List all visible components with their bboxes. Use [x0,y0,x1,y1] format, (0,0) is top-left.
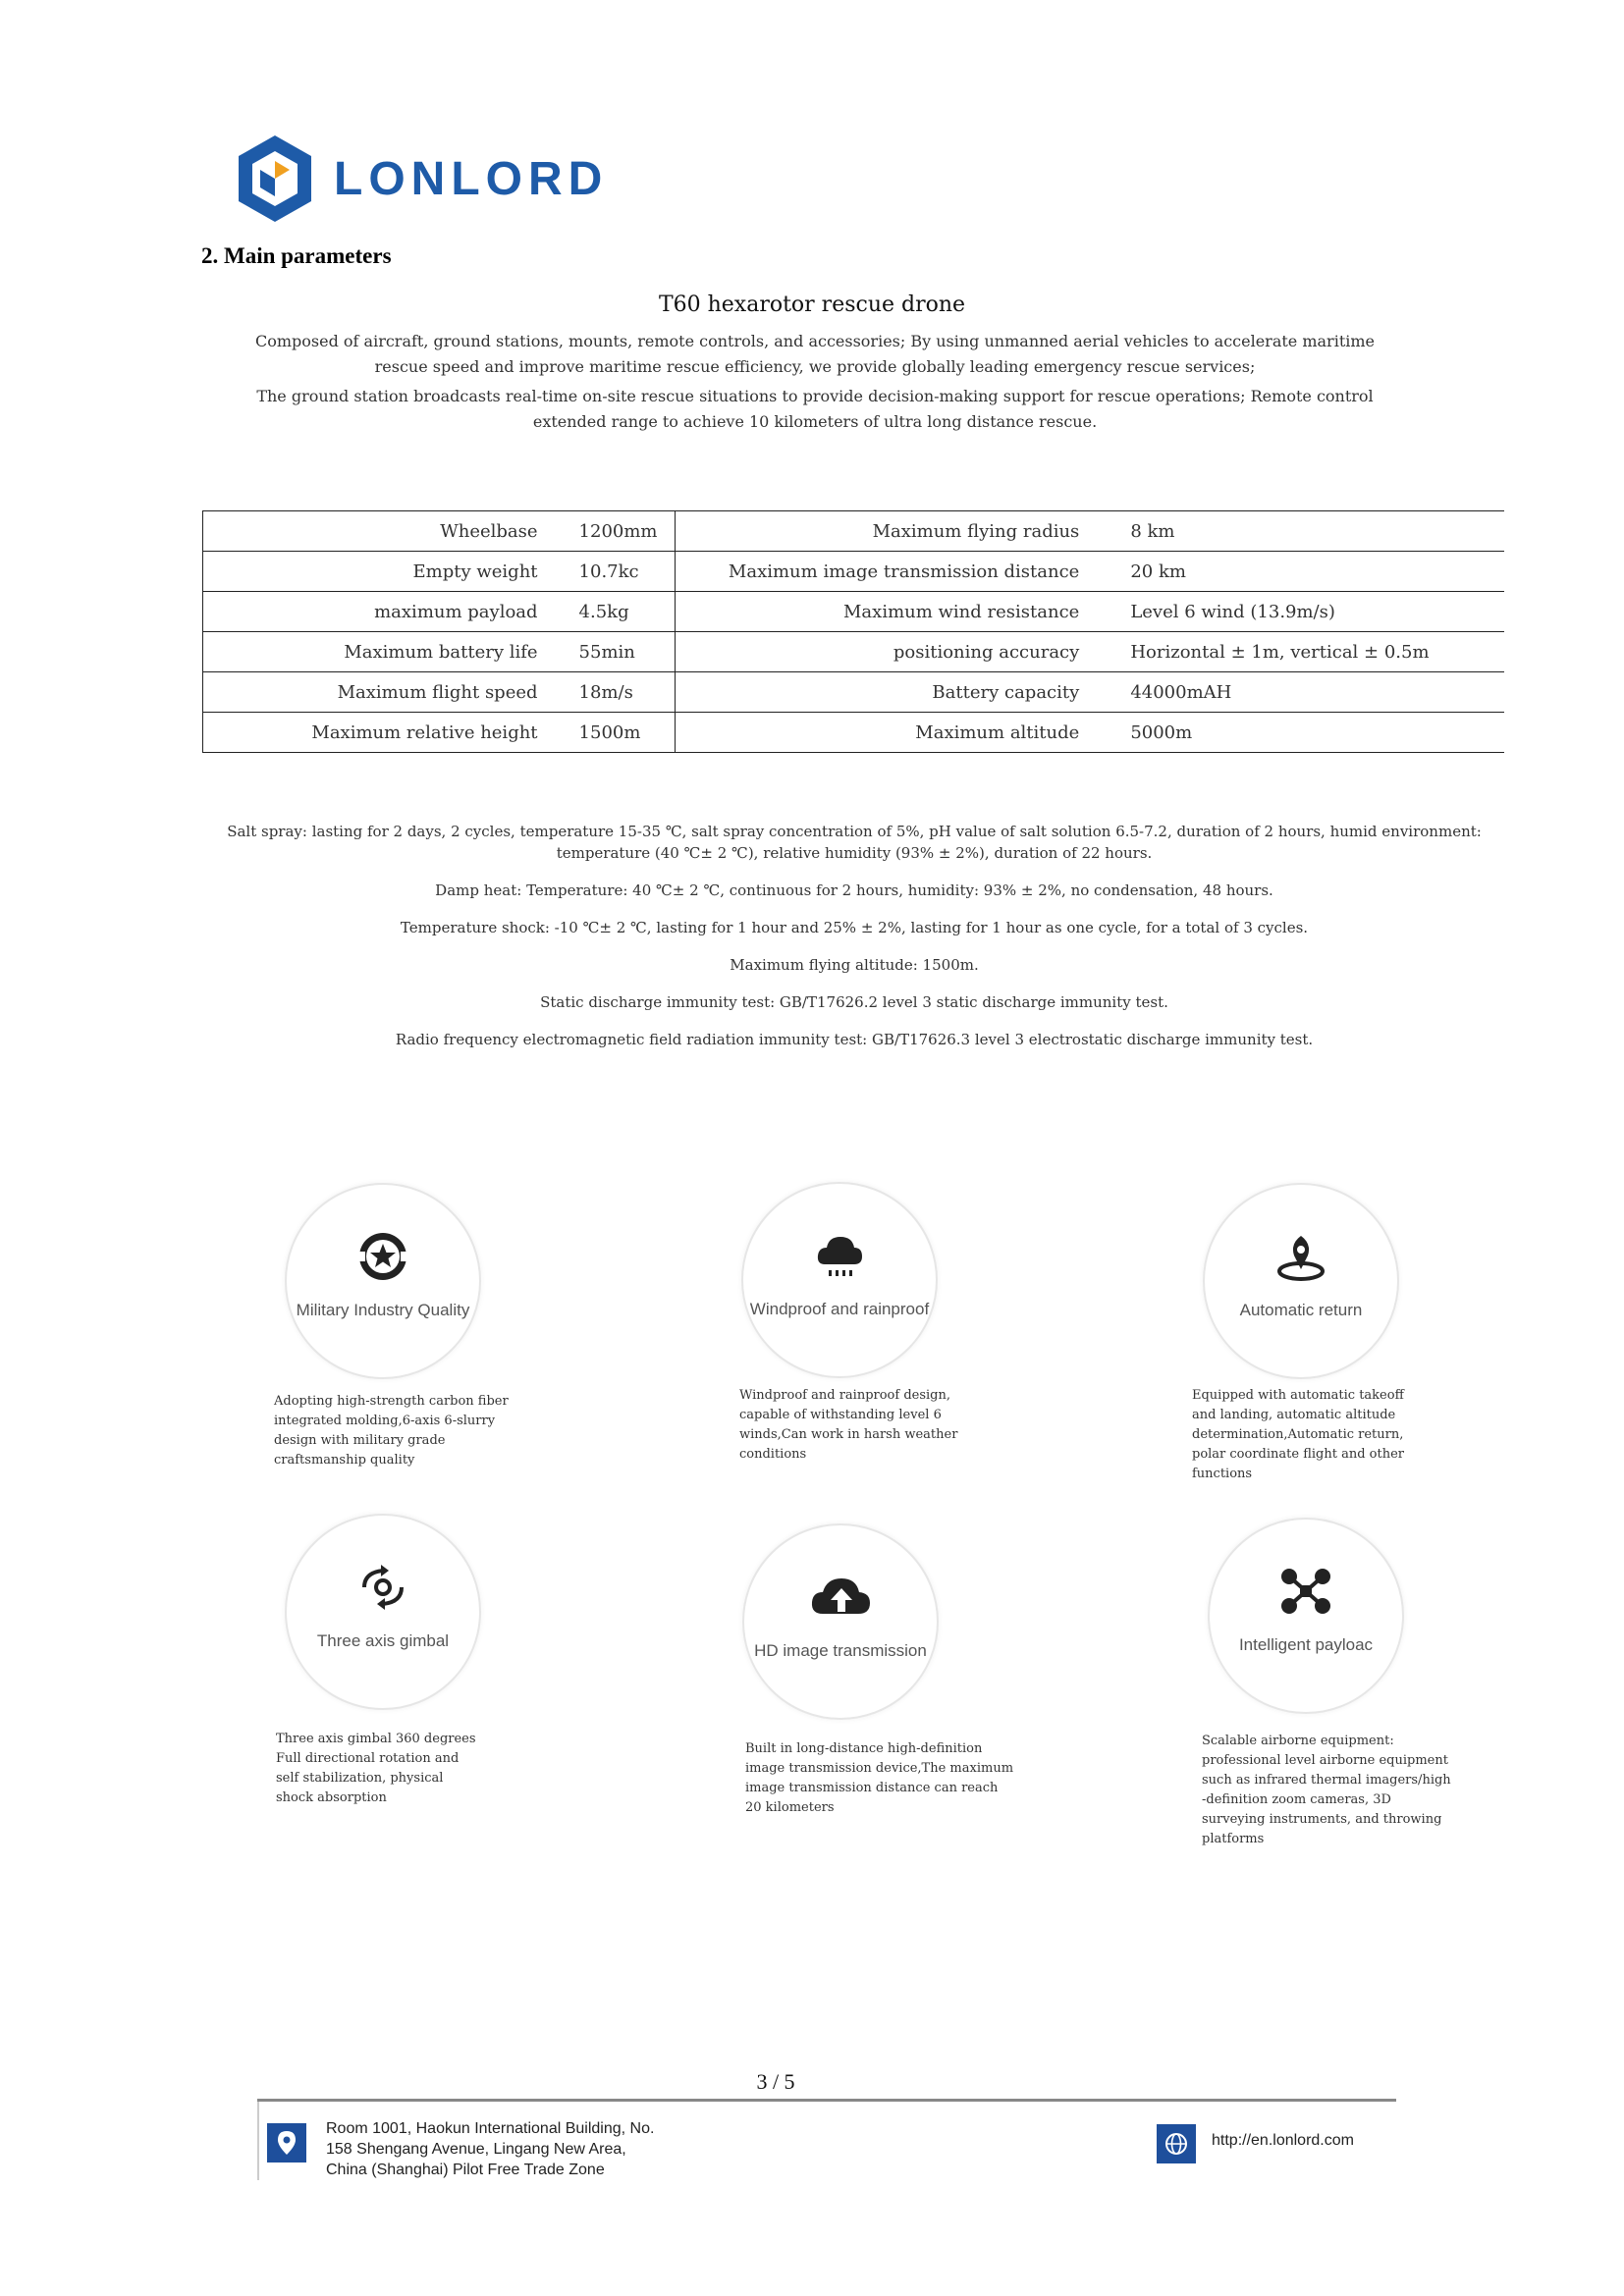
feature-label: Automatic return [1239,1301,1363,1319]
feature-circle [741,1182,938,1378]
param-value: 10.7kc [573,552,676,592]
environmental-tests [216,821,1492,1066]
intro-paragraph: The ground station broadcasts real-time on-site rescue situations to provide decision-making support for rescue operations; Remote control extended range to achieve 10 kilometers of ultra long distance rescue. [256,387,1374,431]
test-item: Radio frequency electromagnetic field radiation immunity test: GB/T17626.3 level 3 electrostatic discharge immunity test. [395,1031,1314,1048]
feature-windproof [741,1182,1036,1378]
description-line: platforms [1202,1832,1265,1846]
param-value: 44000mAH [1124,672,1504,713]
test-item: Temperature shock: -10 ℃± 2 ℃, lasting for 1 hour and 25% ± 2%, lasting for 1 hour as one cycle, for a total of 3 cycles. [400,919,1309,936]
description-line: Adopting high-strength carbon fiber [274,1394,509,1409]
table-row [203,632,1505,672]
param-name: positioning accuracy [675,632,1124,672]
description-line: conditions [739,1447,807,1462]
address-line: Room 1001, Haokun International Building, No. [326,2120,655,2137]
table-row [203,713,1505,753]
feature-military-quality [285,1183,579,1379]
param-value: 55min [573,632,676,672]
description-line: image transmission device,The maximum [745,1761,1014,1776]
table-row [203,592,1505,632]
description-line: Full directional rotation and [276,1751,460,1766]
description-line: professional level airborne equipment [1202,1753,1448,1768]
description-line: determination,Automatic return, [1192,1427,1404,1442]
param-name: Maximum flying radius [675,511,1124,552]
param-value: 5000m [1124,713,1504,753]
feature-label: Windproof and rainproof [749,1300,930,1318]
description-line: Equipped with automatic takeoff [1192,1388,1404,1403]
intro-paragraph: Composed of aircraft, ground stations, mounts, remote controls, and accessories; By using unmanned aerial vehicles to accelerate maritime rescue speed and improve maritime rescue efficiency, we provide globally leading emergency rescue services; [254,332,1376,376]
param-value: 20 km [1124,552,1504,592]
rain-cloud-icon [813,1229,866,1282]
intro-text [236,329,1394,439]
address-line: China (Shanghai) Pilot Free Trade Zone [326,2162,605,2178]
feature-circle [285,1183,481,1379]
param-value: 1500m [573,713,676,753]
description-line: design with military grade [274,1433,446,1448]
description-line: Windproof and rainproof design, [739,1388,950,1403]
feature-label: Intelligent payloac [1238,1635,1374,1654]
feature-label: Military Industry Quality [296,1301,470,1319]
globe-icon [1157,2124,1196,2163]
feature-intelligent-payload [1208,1518,1502,1714]
description-line: self stabilization, physical [276,1771,444,1786]
feature-description [1192,1386,1467,1484]
feature-label: Three axis gimbal [316,1631,450,1650]
company-logo [236,130,608,228]
parameters-table [202,510,1504,753]
param-name: Maximum image transmission distance [675,552,1124,592]
param-name: maximum payload [203,592,573,632]
test-item: Damp heat: Temperature: 40 ℃± 2 ℃, continuous for 2 hours, humidity: 93% ± 2%, no condensation, 48 hours. [435,881,1273,899]
footer-divider [257,2099,1396,2102]
footer-address [326,2118,654,2180]
param-name: Maximum altitude [675,713,1124,753]
param-name: Maximum battery life [203,632,573,672]
description-line: surveying instruments, and throwing [1202,1812,1442,1827]
description-line: Built in long-distance high-definition [745,1741,983,1756]
page-number: 3 / 5 [756,2069,795,2094]
param-value: 8 km [1124,511,1504,552]
description-line: polar coordinate flight and other [1192,1447,1404,1462]
cloud-upload-icon [809,1571,872,1624]
feature-description [274,1392,549,1470]
feature-circle [1208,1518,1404,1714]
website-link[interactable]: http://en.lonlord.com [1212,2132,1354,2149]
param-name: Wheelbase [203,511,573,552]
feature-description [745,1739,1040,1818]
param-name: Empty weight [203,552,573,592]
feature-automatic-return [1203,1183,1497,1379]
military-badge-icon [356,1230,409,1283]
description-line: image transmission distance can reach [745,1781,999,1795]
location-pin-icon [267,2123,306,2163]
description-line: shock absorption [276,1790,387,1805]
description-line: Three axis gimbal 360 degrees [276,1732,476,1746]
description-line: -definition zoom cameras, 3D [1202,1792,1391,1807]
drone-icon [1277,1565,1334,1618]
description-line: 20 kilometers [745,1800,835,1815]
section-heading: 2. Main parameters [201,243,392,268]
logo-wordmark: LONLORD [334,152,609,205]
description-line: craftsmanship quality [274,1453,415,1468]
param-value: 1200mm [573,511,676,552]
description-line: such as infrared thermal imagers/high [1202,1773,1451,1788]
product-title: T60 hexarotor rescue drone [658,293,966,317]
description-line: Scalable airborne equipment: [1202,1734,1394,1748]
description-line: capable of withstanding level 6 [739,1408,942,1422]
footer-edge [257,2102,259,2180]
param-value: 18m/s [573,672,676,713]
feature-description [1202,1732,1496,1849]
test-item: Salt spray: lasting for 2 days, 2 cycles, temperature 15-35 ℃, salt spray concentration of 5%, pH value of salt solution 6.5-7.2, duration of 2 hours, humid environment: temperature (40 ℃± 2 ℃), relative humidity (93% ± 2%), duration of 22 hours. [227,823,1482,862]
feature-three-axis-gimbal [285,1514,579,1710]
table-row [203,511,1505,552]
description-line: integrated molding,6-axis 6-slurry [274,1414,496,1428]
test-item: Static discharge immunity test: GB/T17626.2 level 3 static discharge immunity test. [540,993,1168,1011]
feature-label: HD image transmission [754,1641,927,1660]
param-name: Maximum relative height [203,713,573,753]
address-line: 158 Shengang Avenue, Lingang New Area, [326,2141,626,2158]
param-value: 4.5kg [573,592,676,632]
feature-hd-image-transmission [742,1523,1037,1720]
param-name: Maximum flight speed [203,672,573,713]
description-line: and landing, automatic altitude [1192,1408,1396,1422]
test-item: Maximum flying altitude: 1500m. [730,956,979,974]
table-row [203,672,1505,713]
feature-circle [285,1514,481,1710]
return-home-icon [1274,1230,1327,1283]
feature-description [739,1386,1014,1465]
param-name: Maximum wind resistance [675,592,1124,632]
param-value: Horizontal ± 1m, vertical ± 0.5m [1124,632,1504,672]
gimbal-rotate-icon [354,1561,411,1614]
param-name: Battery capacity [675,672,1124,713]
param-value: Level 6 wind (13.9m/s) [1124,592,1504,632]
description-line: functions [1192,1467,1253,1481]
table-row [203,552,1505,592]
feature-circle [1203,1183,1399,1379]
feature-circle [742,1523,939,1720]
description-line: winds,Can work in harsh weather [739,1427,958,1442]
feature-description [276,1730,551,1808]
lonlord-logo-icon [236,133,314,224]
